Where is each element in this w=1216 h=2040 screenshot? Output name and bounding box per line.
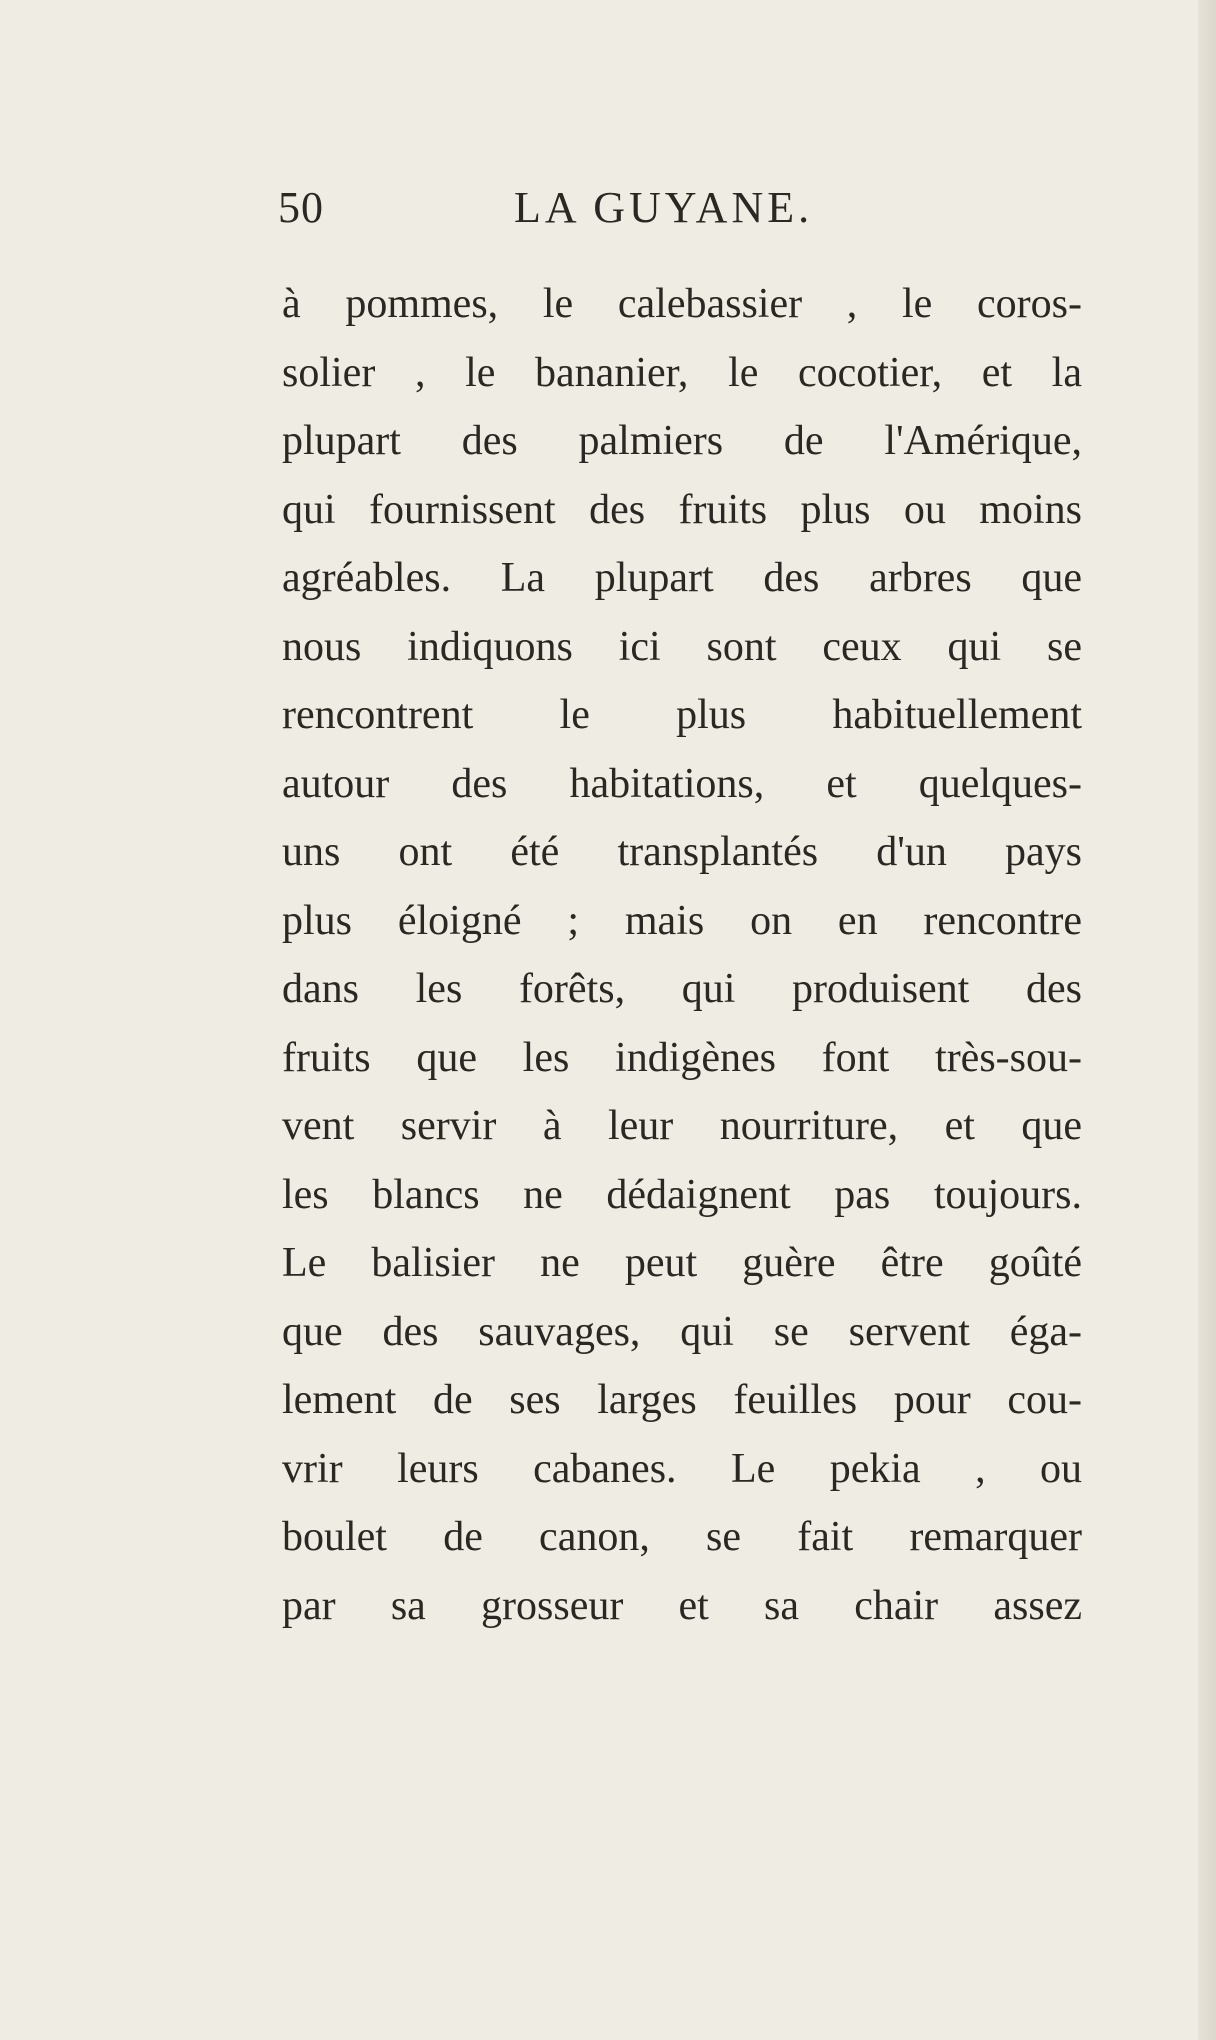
- text-line: fruits que les indigènes font très-sou-: [282, 1034, 1082, 1081]
- page-header: [278, 182, 1078, 252]
- text-line: vrir leurs cabanes. Le pekia , ou: [282, 1445, 1082, 1492]
- text-line: plus éloigné ; mais on en rencontre: [282, 897, 1082, 944]
- text-line: boulet de canon, se fait remarquer: [282, 1514, 1082, 1560]
- body-text: [282, 270, 1082, 1640]
- text-line: qui fournissent des fruits plus ou moins: [282, 486, 1082, 533]
- text-line: vent servir à leur nourriture, et que: [282, 1103, 1082, 1149]
- page-edge: [1198, 0, 1216, 2040]
- page-number: 50: [278, 183, 324, 232]
- running-title: LA GUYANE.: [514, 183, 814, 232]
- text-line: les blancs ne dédaignent pas toujours.: [282, 1171, 1082, 1218]
- text-line: lement de ses larges feuilles pour cou-: [282, 1377, 1082, 1423]
- text-line: à pommes, le calebassier , le coros-: [282, 281, 1082, 327]
- text-line: solier , le bananier, le cocotier, et la: [282, 349, 1082, 396]
- text-line: autour des habitations, et quelques-: [282, 760, 1082, 807]
- text-line: rencontrent le plus habituellement: [282, 692, 1082, 738]
- text-line: Le balisier ne peut guère être goûté: [282, 1240, 1082, 1286]
- text-line: agréables. La plupart des arbres que: [282, 555, 1082, 601]
- text-line: uns ont été transplantés d'un pays: [282, 829, 1082, 875]
- text-line: plupart des palmiers de l'Amérique,: [282, 418, 1082, 464]
- text-line: dans les forêts, qui produisent des: [282, 966, 1082, 1012]
- text-line: nous indiquons ici sont ceux qui se: [282, 623, 1082, 670]
- text-line: par sa grosseur et sa chair assez: [282, 1582, 1082, 1629]
- text-line: que des sauvages, qui se servent éga-: [282, 1308, 1082, 1355]
